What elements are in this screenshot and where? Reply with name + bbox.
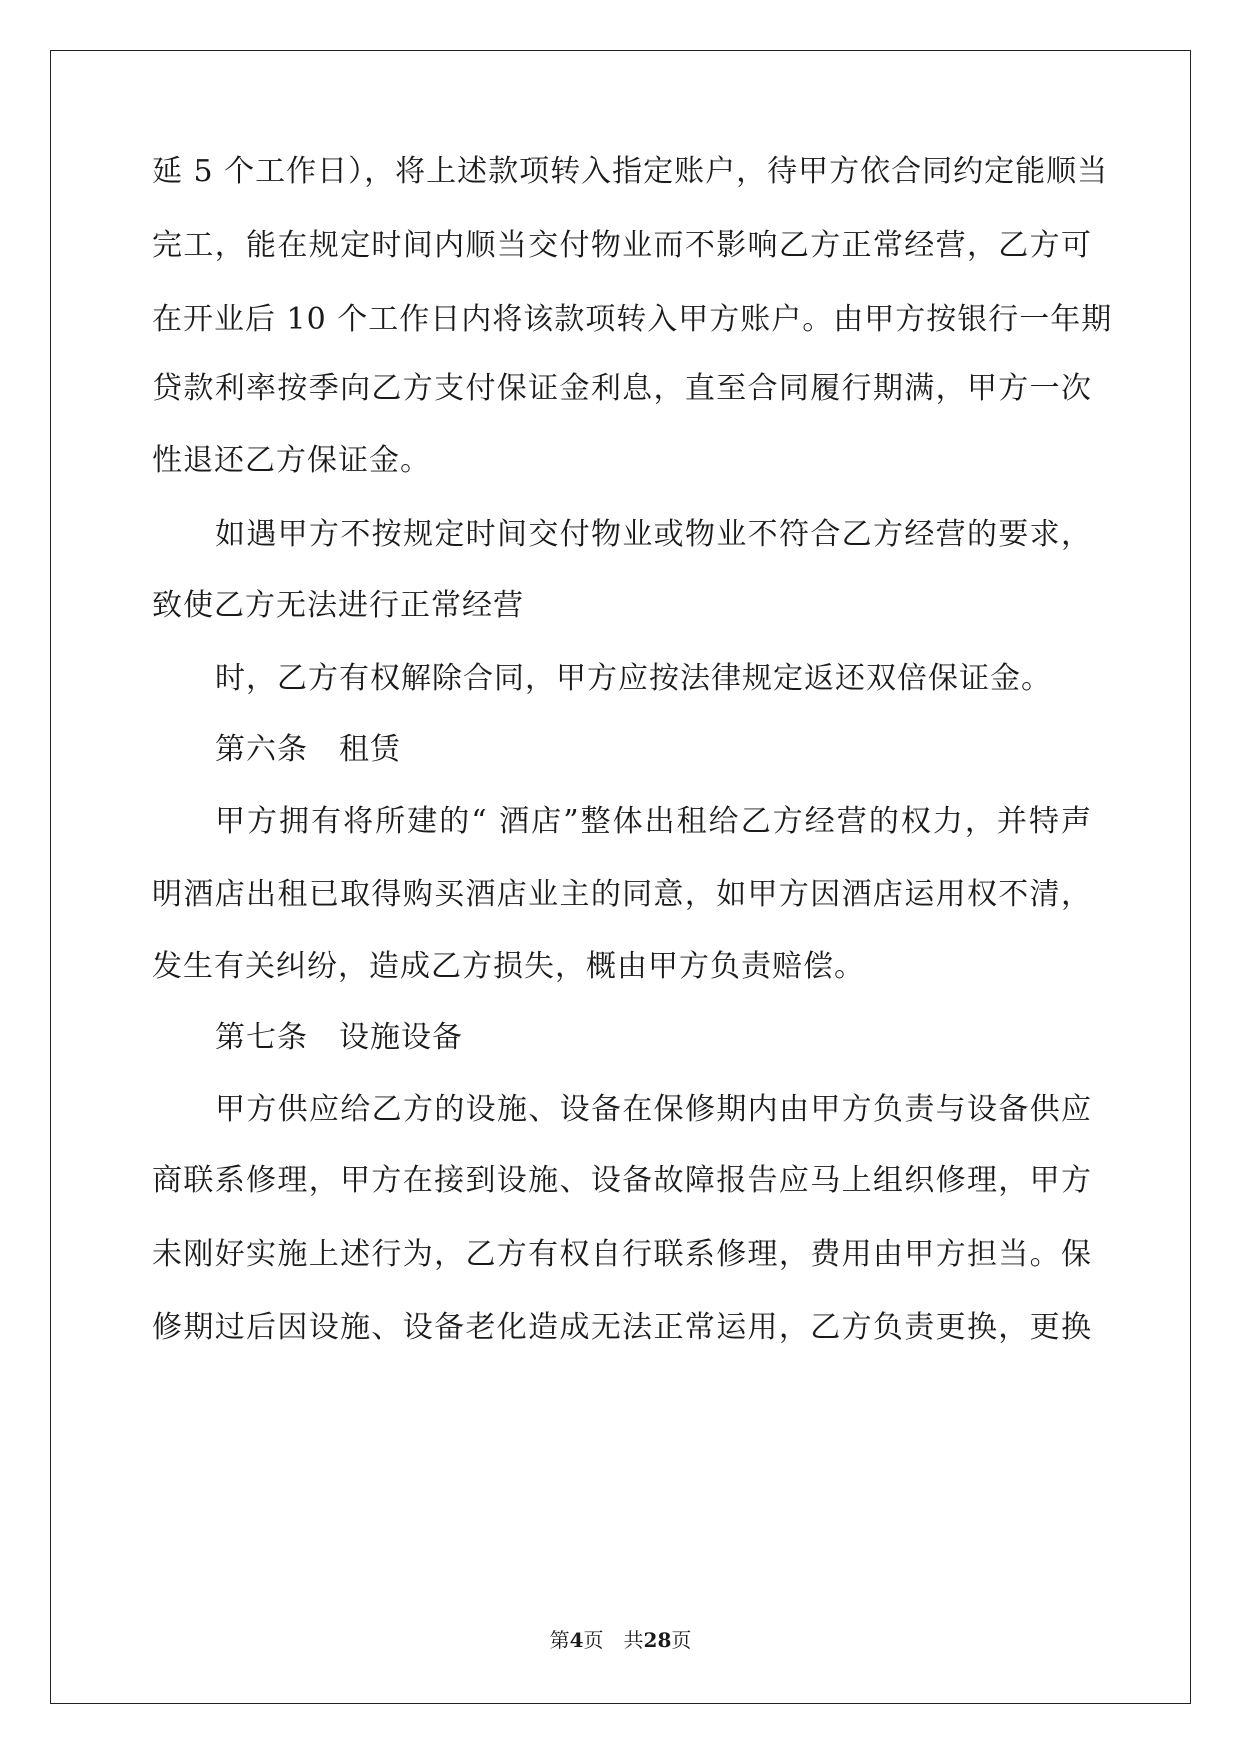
current-page-number: 4 [569,1628,584,1652]
text-line: 时，乙方有权解除合同，甲方应按法律规定返还双倍保证金。 [215,661,1052,696]
text-line: 在开业后 10 个工作日内将该款项转入甲方账户。由甲方按银行一年期 [152,302,1113,337]
page-footer [0,1628,1241,1652]
text-line: 完工，能在规定时间内顺当交付物业而不影响乙方正常经营，乙方可 [152,228,1092,263]
text-line: 甲方拥有将所建的“ 酒店”整体出租给乙方经营的权力，并特声 [215,804,1092,839]
text-line: 明酒店出租已取得购买酒店业主的同意，如甲方因酒店运用权不清， [152,877,1092,912]
section-heading: 第六条 租赁 [215,732,401,767]
footer-page-suffix: 页 共 [583,1628,644,1652]
text-line: 性退还乙方保证金。 [152,443,431,478]
text-line: 发生有关纠纷，造成乙方损失，概由甲方负责赔偿。 [152,949,865,984]
footer-prefix: 第 [549,1628,570,1652]
text-line: 贷款利率按季向乙方支付保证金利息，直至合同履行期满，甲方一次 [152,371,1092,406]
text-line: 修期过后因设施、设备老化造成无法正常运用，乙方负责更换，更换 [152,1310,1092,1345]
footer-total-suffix: 页 [671,1628,692,1652]
text-line: 商联系修理，甲方在接到设施、设备故障报告应马上组织修理，甲方 [152,1163,1092,1198]
text-line: 未刚好实施上述行为，乙方有权自行联系修理，费用由甲方担当。保 [152,1237,1092,1272]
text-line: 致使乙方无法进行正常经营 [152,588,524,623]
text-line: 如遇甲方不按规定时间交付物业或物业不符合乙方经营的要求， [215,517,1092,552]
section-heading: 第七条 设施设备 [215,1020,463,1055]
text-line: 延 5 个工作日），将上述款项转入指定账户，待甲方依合同约定能顺当 [152,154,1109,189]
text-line: 甲方供应给乙方的设施、设备在保修期内由甲方负责与设备供应 [215,1092,1092,1127]
total-pages-number: 28 [643,1628,672,1652]
